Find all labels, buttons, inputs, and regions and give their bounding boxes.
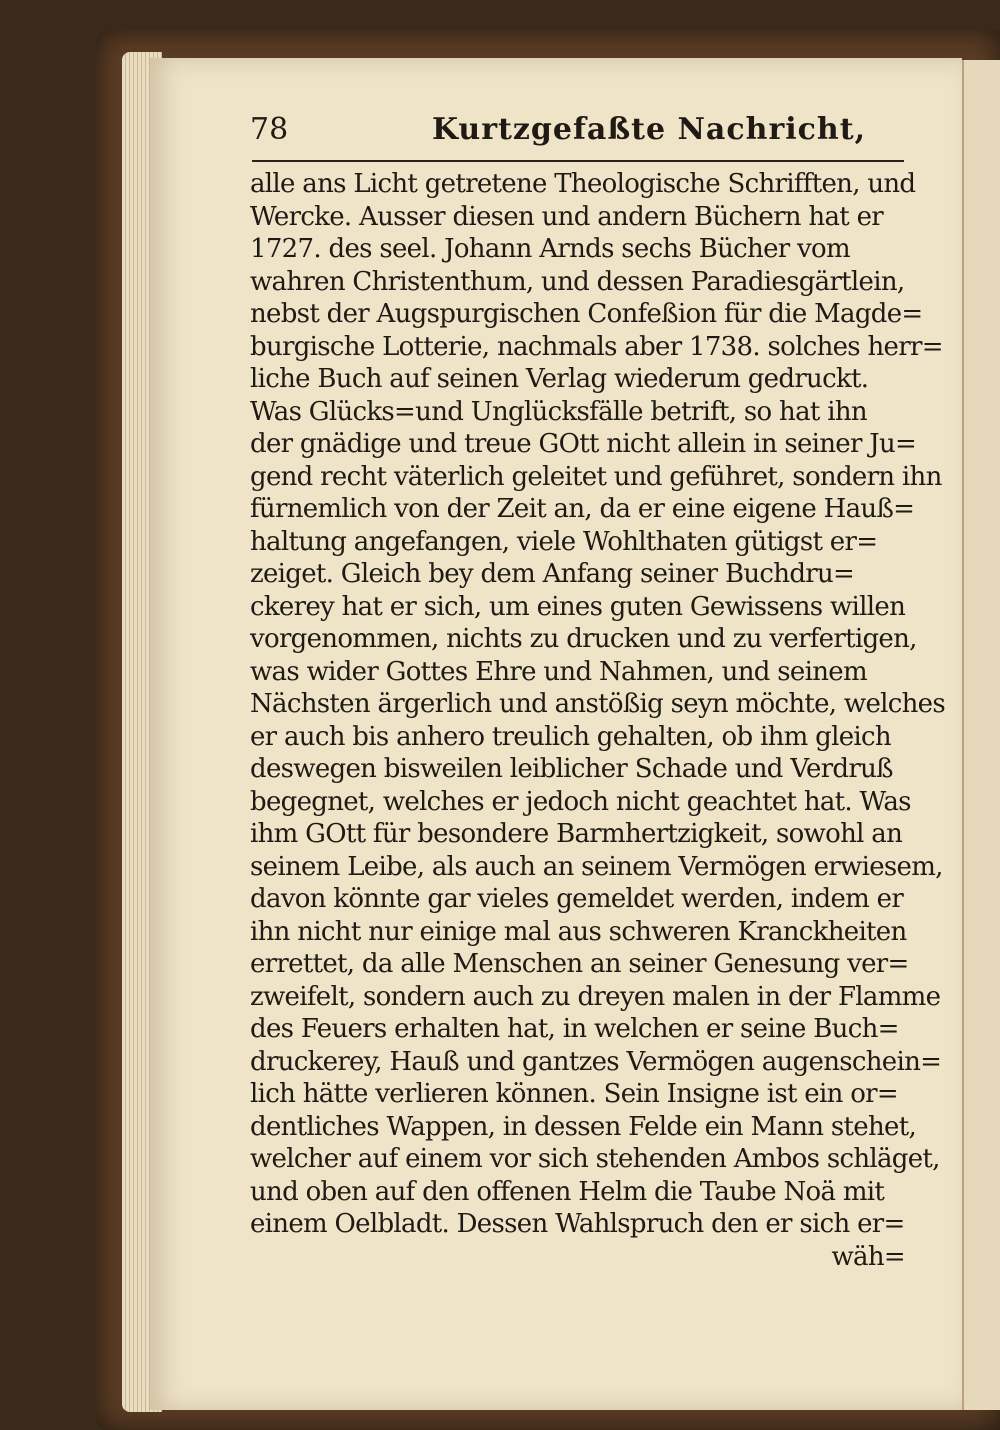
text-line: der gnädige und treue GOtt nicht allein in seiner Ju= xyxy=(250,429,917,459)
body-text xyxy=(250,168,946,1273)
text-line: gend recht väterlich geleitet und geführet, sondern ihn xyxy=(250,461,942,492)
text-line: Wercke. Ausser diesen und andern Büchern hat er xyxy=(250,201,883,232)
text-line: nebst der Augspurgischen Confeßion für die Magde= xyxy=(250,299,923,329)
text-line: ckerey hat er sich, um eines guten Gewissens willen xyxy=(250,591,906,622)
text-line: zweifelt, sondern auch zu dreyen malen in der Flamme xyxy=(250,981,941,1012)
text-line: was wider Gottes Ehre und Nahmen, und seinem xyxy=(250,656,867,687)
text-line: vorgenommen, nichts zu drucken und zu verfertigen, xyxy=(250,624,917,654)
text-line: dentliches Wappen, in dessen Felde ein Mann stehet, xyxy=(250,1111,917,1142)
text-line: seinem Leibe, als auch an seinem Vermögen erwiesem, xyxy=(250,851,943,882)
text-line: begegnet, welches er jedoch nicht geachtet hat. Was xyxy=(250,786,911,817)
header-rule xyxy=(252,160,904,162)
text-line: ihn nicht nur einige mal aus schweren Kranckheiten xyxy=(250,916,907,947)
text-line: welcher auf einem vor sich stehenden Ambos schläget, xyxy=(250,1144,940,1174)
text-line: einem Oelbladt. Dessen Wahlspruch den er sich er= xyxy=(250,1209,905,1239)
page-header xyxy=(250,112,902,158)
text-line: 1727. des seel. Johann Arnds sechs Bücher vom xyxy=(250,234,850,264)
text-line: liche Buch auf seinen Verlag wiederum gedruckt. xyxy=(250,364,869,394)
text-line: deswegen bisweilen leiblicher Schade und Verdruß xyxy=(250,754,893,784)
text-line: burgische Lotterie, nachmals aber 1738. solches herr= xyxy=(250,331,943,362)
text-line: fürnemlich von der Zeit an, da er eine eigene Hauß= xyxy=(250,494,915,524)
text-line: alle ans Licht getretene Theologische Schrifften, und xyxy=(250,169,916,199)
text-line: haltung angefangen, viele Wohlthaten gütigst er= xyxy=(250,526,878,557)
text-line: und oben auf den offenen Helm die Taube Noä mit xyxy=(250,1176,885,1207)
text-line: druckerey, Hauß und gantzes Vermögen augenschein= xyxy=(250,1046,942,1077)
text-line: wahren Christenthum, und dessen Paradiesgärtlein, xyxy=(250,266,905,297)
text-line: lich hätte verlieren können. Sein Insigne ist ein or= xyxy=(250,1079,898,1109)
text-line: zeiget. Gleich bey dem Anfang seiner Buchdru= xyxy=(250,559,855,589)
text-line: Nächsten ärgerlich und anstößig seyn möchte, welches xyxy=(250,689,946,719)
facing-page-edge xyxy=(962,60,1000,1410)
text-line: Was Glücks=und Unglücksfälle betrift, so hat ihn xyxy=(250,396,867,427)
text-line: er auch bis anhero treulich gehalten, ob ihm gleich xyxy=(250,721,891,752)
text-line: ihm GOtt für besondere Barmhertzigkeit, sowohl an xyxy=(250,819,903,849)
page-number: 78 xyxy=(250,112,289,147)
text-line: davon könnte gar vieles gemeldet werden, indem er xyxy=(250,884,904,914)
text-line: errettet, da alle Menschen an seiner Genesung ver= xyxy=(250,949,909,979)
running-head: Kurtzgefaßte Nachricht, xyxy=(432,112,867,147)
text-line: des Feuers erhalten hat, in welchen er seine Buch= xyxy=(250,1014,899,1044)
catchword: wäh= xyxy=(831,1241,905,1272)
